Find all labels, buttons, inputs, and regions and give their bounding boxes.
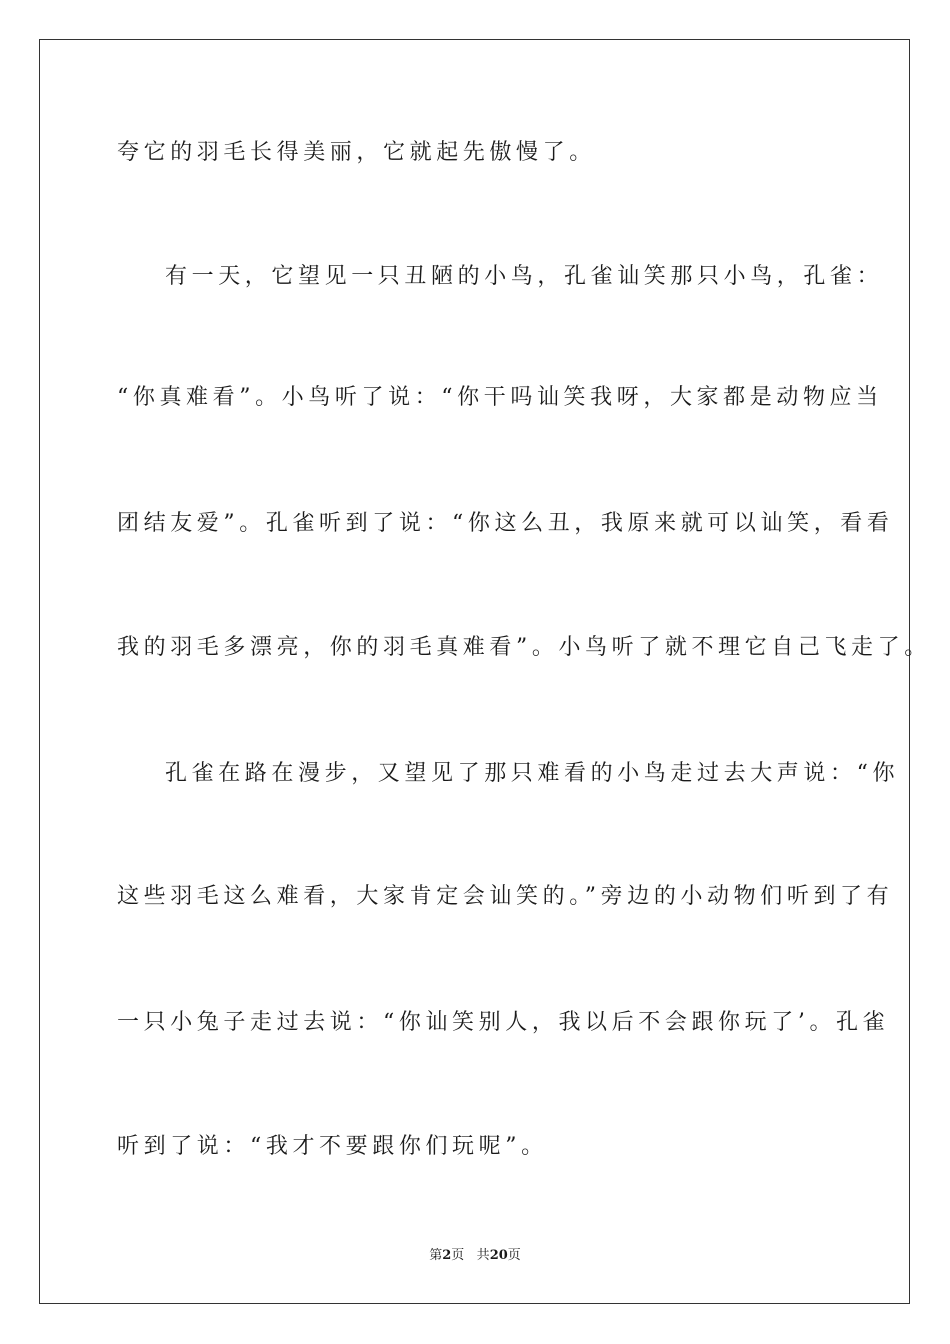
page-number: 2 bbox=[442, 1248, 452, 1263]
total-prefix: 共 bbox=[476, 1248, 490, 1263]
text-line-5: 我的羽毛多漂亮，你的羽毛真难看”。小鸟听了就不理它自己飞走了。 bbox=[117, 635, 931, 660]
text-line-8: 一只小兔子走过去说：“你讪笑别人，我以后不会跟你玩了’。孔雀 bbox=[117, 1010, 890, 1035]
text-line-7: 这些羽毛这么难看，大家肯定会讪笑的。”旁边的小动物们听到了有 bbox=[117, 884, 894, 909]
total-pages: 20 bbox=[489, 1248, 508, 1263]
total-suffix: 页 bbox=[507, 1248, 521, 1263]
page-footer bbox=[0, 1247, 950, 1265]
page-border bbox=[39, 39, 931, 1304]
text-line-9: 听到了说：“我才不要跟你们玩呢”。 bbox=[117, 1134, 548, 1159]
text-line-1: 夸它的羽毛长得美丽，它就起先傲慢了。 bbox=[117, 140, 596, 165]
page-prefix: 第 bbox=[429, 1248, 443, 1263]
text-line-2: 有一天，它望见一只丑陋的小鸟，孔雀讪笑那只小鸟，孔雀： bbox=[165, 264, 884, 289]
text-line-4: 团结友爱”。孔雀听到了说：“你这么丑，我原来就可以讪笑，看看 bbox=[117, 511, 894, 536]
page-suffix: 页 bbox=[451, 1248, 465, 1263]
text-line-3: “你真难看”。小鸟听了说：“你干吗讪笑我呀，大家都是动物应当 bbox=[117, 385, 883, 410]
text-line-6: 孔雀在路在漫步，又望见了那只难看的小鸟走过去大声说：“你 bbox=[165, 761, 900, 786]
